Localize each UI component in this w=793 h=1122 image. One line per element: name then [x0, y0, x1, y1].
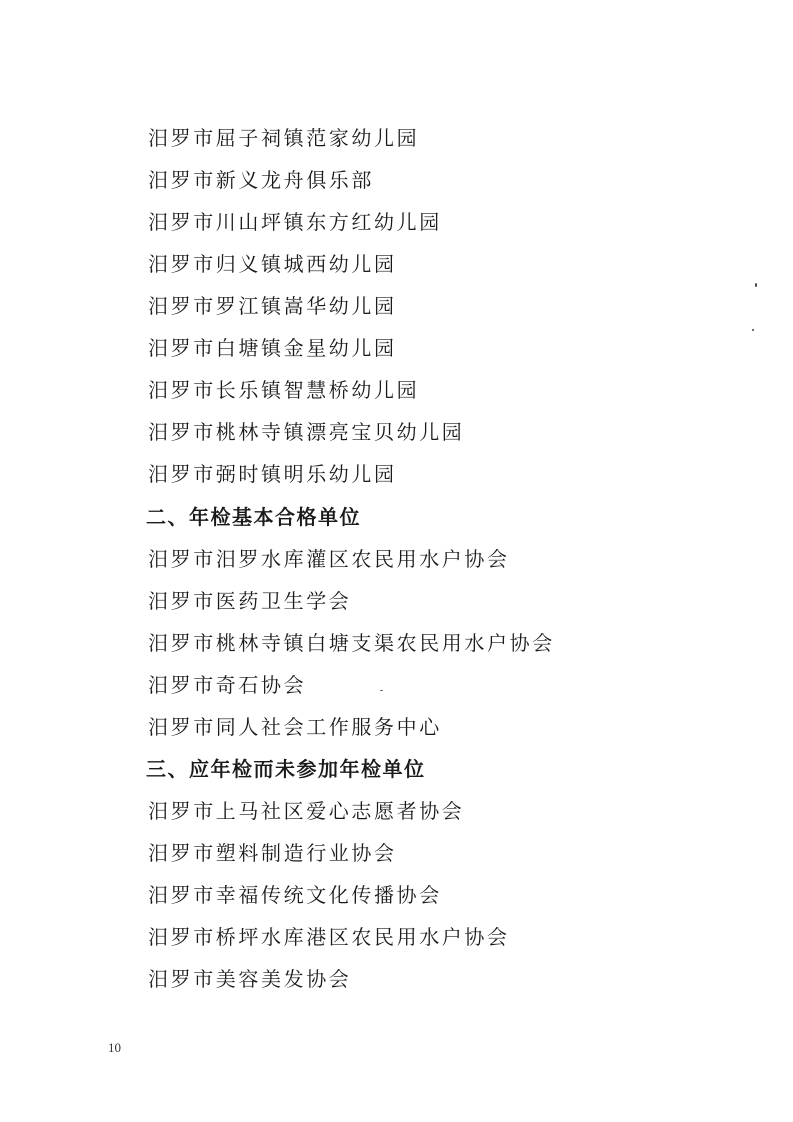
list-item: 汨罗市桥坪水库港区农民用水户协会 [148, 925, 510, 949]
list-item: 汨罗市汨罗水库灌区农民用水户协会 [148, 547, 510, 571]
list-item: 汨罗市新义龙舟俱乐部 [148, 168, 374, 192]
list-item: 汨罗市罗江镇嵩华幼儿园 [148, 294, 397, 318]
list-item: 汨罗市川山坪镇东方红幼儿园 [148, 210, 442, 234]
list-item: 汨罗市同人社会工作服务中心 [148, 715, 442, 739]
scan-speck [755, 283, 757, 287]
section-heading: 二、年检基本合格单位 [146, 505, 361, 529]
list-item: 汨罗市医药卫生学会 [148, 589, 352, 613]
list-item: 汨罗市屈子祠镇范家幼儿园 [148, 126, 420, 150]
list-item: 汨罗市上马社区爱心志愿者协会 [148, 799, 465, 823]
list-item: 汨罗市白塘镇金星幼儿园 [148, 336, 397, 360]
page-number: 10 [108, 1040, 121, 1055]
scan-speck [380, 690, 383, 691]
list-item: 汨罗市塑料制造行业协会 [148, 841, 397, 865]
scan-speck [752, 329, 754, 331]
list-item: 汨罗市美容美发协会 [148, 967, 352, 991]
list-item: 汨罗市归义镇城西幼儿园 [148, 252, 397, 276]
list-item: 汨罗市桃林寺镇白塘支渠农民用水户协会 [148, 631, 555, 655]
list-item: 汨罗市弼时镇明乐幼儿园 [148, 462, 397, 486]
section-heading: 三、应年检而未参加年检单位 [146, 757, 426, 781]
list-item: 汨罗市奇石协会 [148, 673, 307, 697]
list-item: 汨罗市桃林寺镇漂亮宝贝幼儿园 [148, 420, 465, 444]
list-item: 汨罗市长乐镇智慧桥幼儿园 [148, 378, 420, 402]
list-item: 汨罗市幸福传统文化传播协会 [148, 883, 442, 907]
